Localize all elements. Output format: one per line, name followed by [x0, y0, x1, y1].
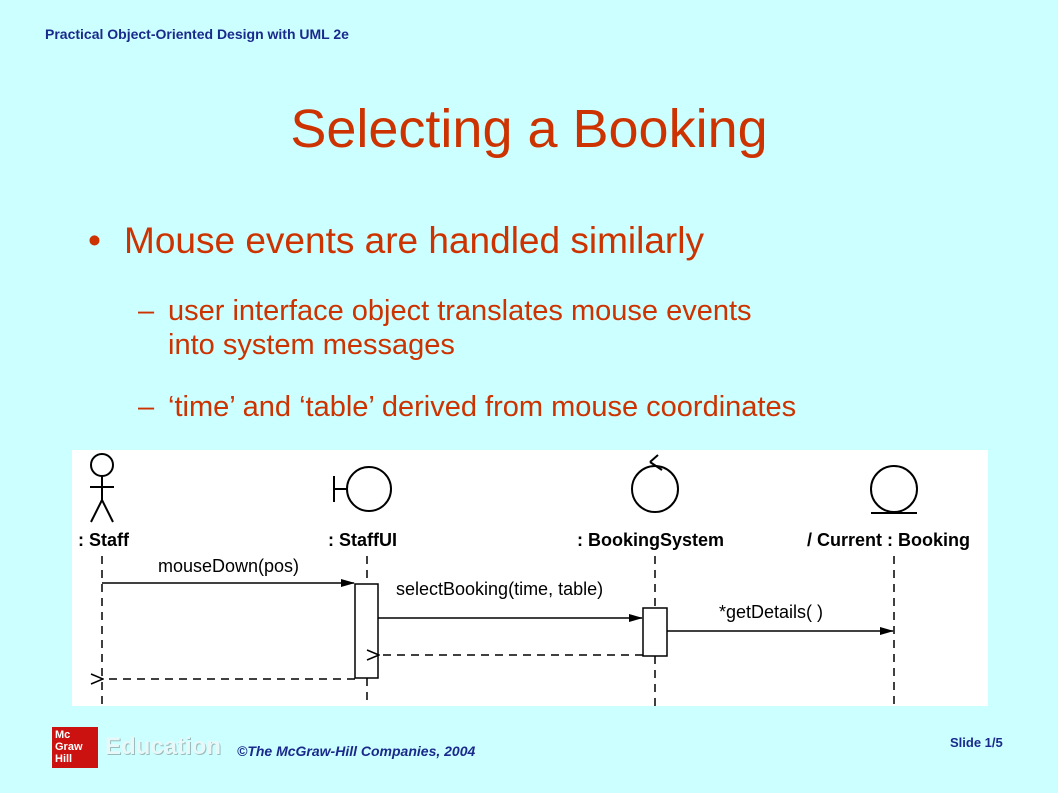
dash-icon: – [138, 295, 155, 327]
entity-icon [871, 466, 917, 513]
slide-number: Slide 1/5 [950, 735, 1003, 750]
sequence-diagram [72, 450, 988, 706]
lifeline-label-bookingsystem: : BookingSystem [577, 530, 725, 550]
subpoint-2 [138, 390, 796, 424]
slide-title: Selecting a Booking [290, 99, 768, 159]
subpoint-1-line1: user interface object translates mouse events [168, 295, 752, 327]
bullet-text: Mouse events are handled similarly [124, 220, 704, 261]
subpoint-2-line1: ‘time’ and ‘table’ derived from mouse coordinates [168, 391, 797, 423]
bullet-point [88, 220, 704, 262]
bullet-dot: • [88, 220, 101, 261]
control-icon [632, 455, 678, 512]
subpoint-1 [138, 294, 752, 362]
dash-icon: – [138, 391, 155, 423]
lifeline-label-booking: / Current : Booking [807, 530, 970, 550]
boundary-icon [334, 467, 391, 511]
message-label-mousedown: mouseDown(pos) [158, 556, 300, 576]
copyright-text: ©The McGraw-Hill Companies, 2004 [237, 743, 476, 759]
actor-icon [90, 454, 114, 522]
sequence-diagram-svg [72, 450, 988, 706]
message-label-selectbooking: selectBooking(time, table) [396, 579, 604, 599]
activation-bookingsystem [643, 608, 667, 656]
education-logo-text: Education [105, 733, 222, 760]
lifeline-label-staffui: : StaffUI [328, 530, 397, 550]
subpoint-1-line2: into system messages [168, 329, 455, 361]
message-label-getdetails: *getDetails( ) [719, 602, 824, 622]
activation-staffui [355, 584, 378, 678]
lifeline-label-staff: : Staff [78, 530, 129, 550]
mcgraw-hill-logo: Mc Graw Hill [52, 727, 98, 768]
course-title: Practical Object-Oriented Design with UML 2e [45, 26, 349, 42]
